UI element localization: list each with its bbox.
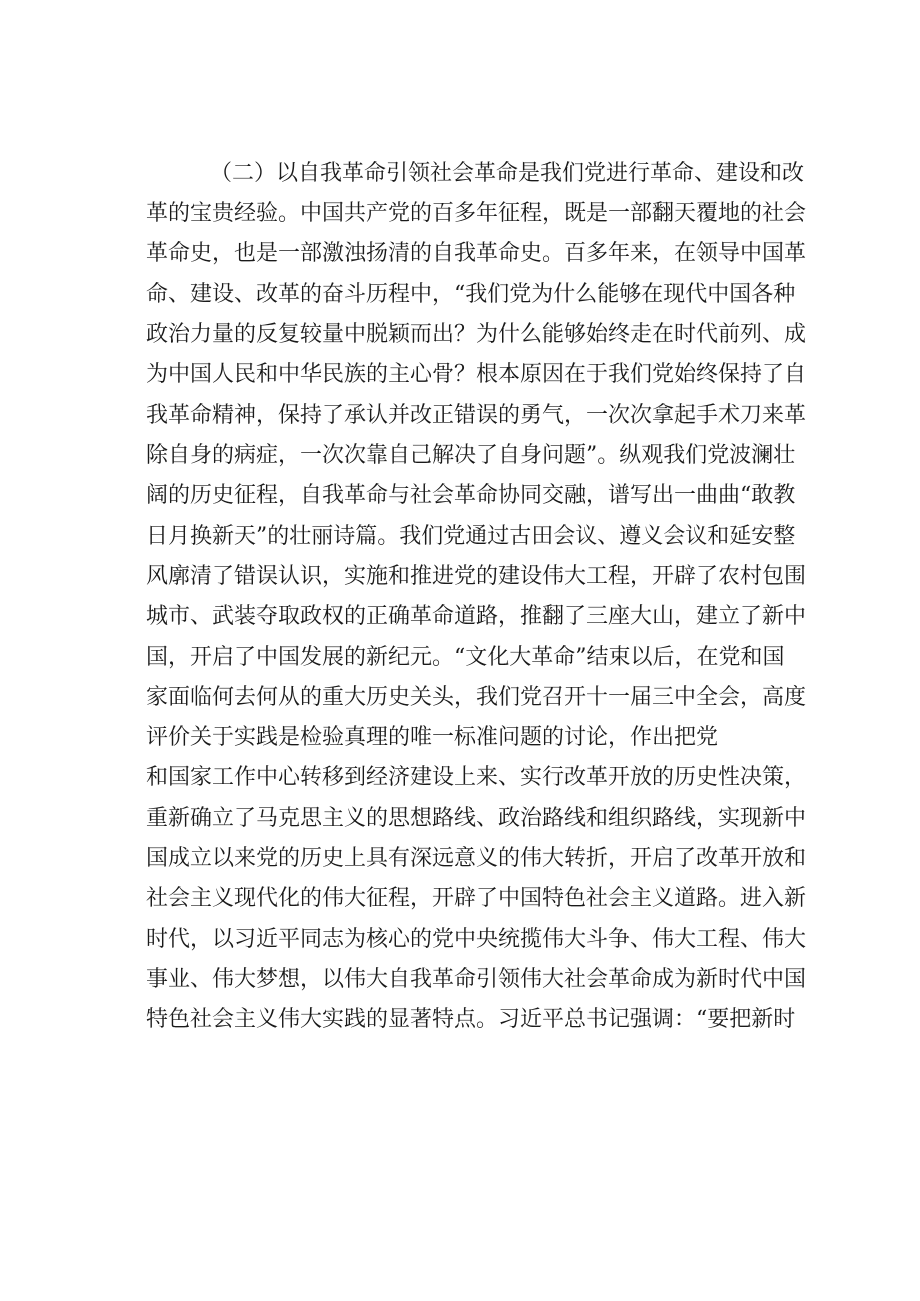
text-line-1: （二）以自我革命引领社会革命是我们党进行革命、建设和改 <box>210 161 805 186</box>
text-line-9: 阔的历史征程，自我革命与社会革命协同交融，谱写出一曲曲“敢教 <box>146 483 796 508</box>
text-line-11: 风廓清了错误认识，实施和推进党的建设伟大工程，开辟了农村包围 <box>146 564 807 589</box>
text-line-7: 我革命精神，保持了承认并改正错误的勇气，一次次拿起手术刀来革 <box>146 403 807 428</box>
text-line-6: 为中国人民和中华民族的主心骨？根本原因在于我们党始终保持了自 <box>146 362 807 387</box>
text-line-16: 和国家工作中心转移到经济建设上来、实行改革开放的历史性决策， <box>146 765 807 790</box>
text-line-21: 事业、伟大梦想，以伟大自我革命引领伟大社会革命成为新时代中国 <box>146 967 807 992</box>
text-line-14: 家面临何去何从的重大历史关头，我们党召开十一届三中全会，高度 <box>146 685 807 710</box>
text-line-5: 政治力量的反复较量中脱颖而出？为什么能够始终走在时代前列、成 <box>146 322 807 347</box>
text-line-17: 重新确立了马克思主义的思想路线、政治路线和组织路线，实现新中 <box>146 806 807 831</box>
text-line-2: 革的宝贵经验。中国共产党的百多年征程，既是一部翻天覆地的社会 <box>146 201 807 226</box>
text-line-8: 除自身的病症，一次次靠自己解决了自身问题”。纵观我们党波澜壮 <box>146 443 796 468</box>
text-line-19: 社会主义现代化的伟大征程，开辟了中国特色社会主义道路。进入新 <box>146 886 807 911</box>
text-line-3: 革命史，也是一部激浊扬清的自我革命史。百多年来，在领导中国革 <box>146 241 807 266</box>
text-line-12: 城市、武装夺取政权的正确革命道路，推翻了三座大山，建立了新中 <box>146 604 807 629</box>
text-line-10: 日月换新天”的壮丽诗篇。我们党通过古田会议、遵义会议和延安整 <box>146 524 796 549</box>
text-line-20: 时代，以习近平同志为核心的党中央统揽伟大斗争、伟大工程、伟大 <box>146 927 807 952</box>
text-line-13: 国，开启了中国发展的新纪元。“文化大革命”结束以后，在党和国 <box>146 645 785 670</box>
text-line-4: 命、建设、改革的奋斗历程中，“我们党为什么能够在现代中国各种 <box>146 282 796 307</box>
text-line-15: 评价关于实践是检验真理的唯一标准问题的讨论，作出把党 <box>146 725 719 750</box>
text-line-18: 国成立以来党的历史上具有深远意义的伟大转折，开启了改革开放和 <box>146 846 807 871</box>
text-line-22: 特色社会主义伟大实践的显著特点。习近平总书记强调：“要把新时 <box>146 1007 796 1032</box>
